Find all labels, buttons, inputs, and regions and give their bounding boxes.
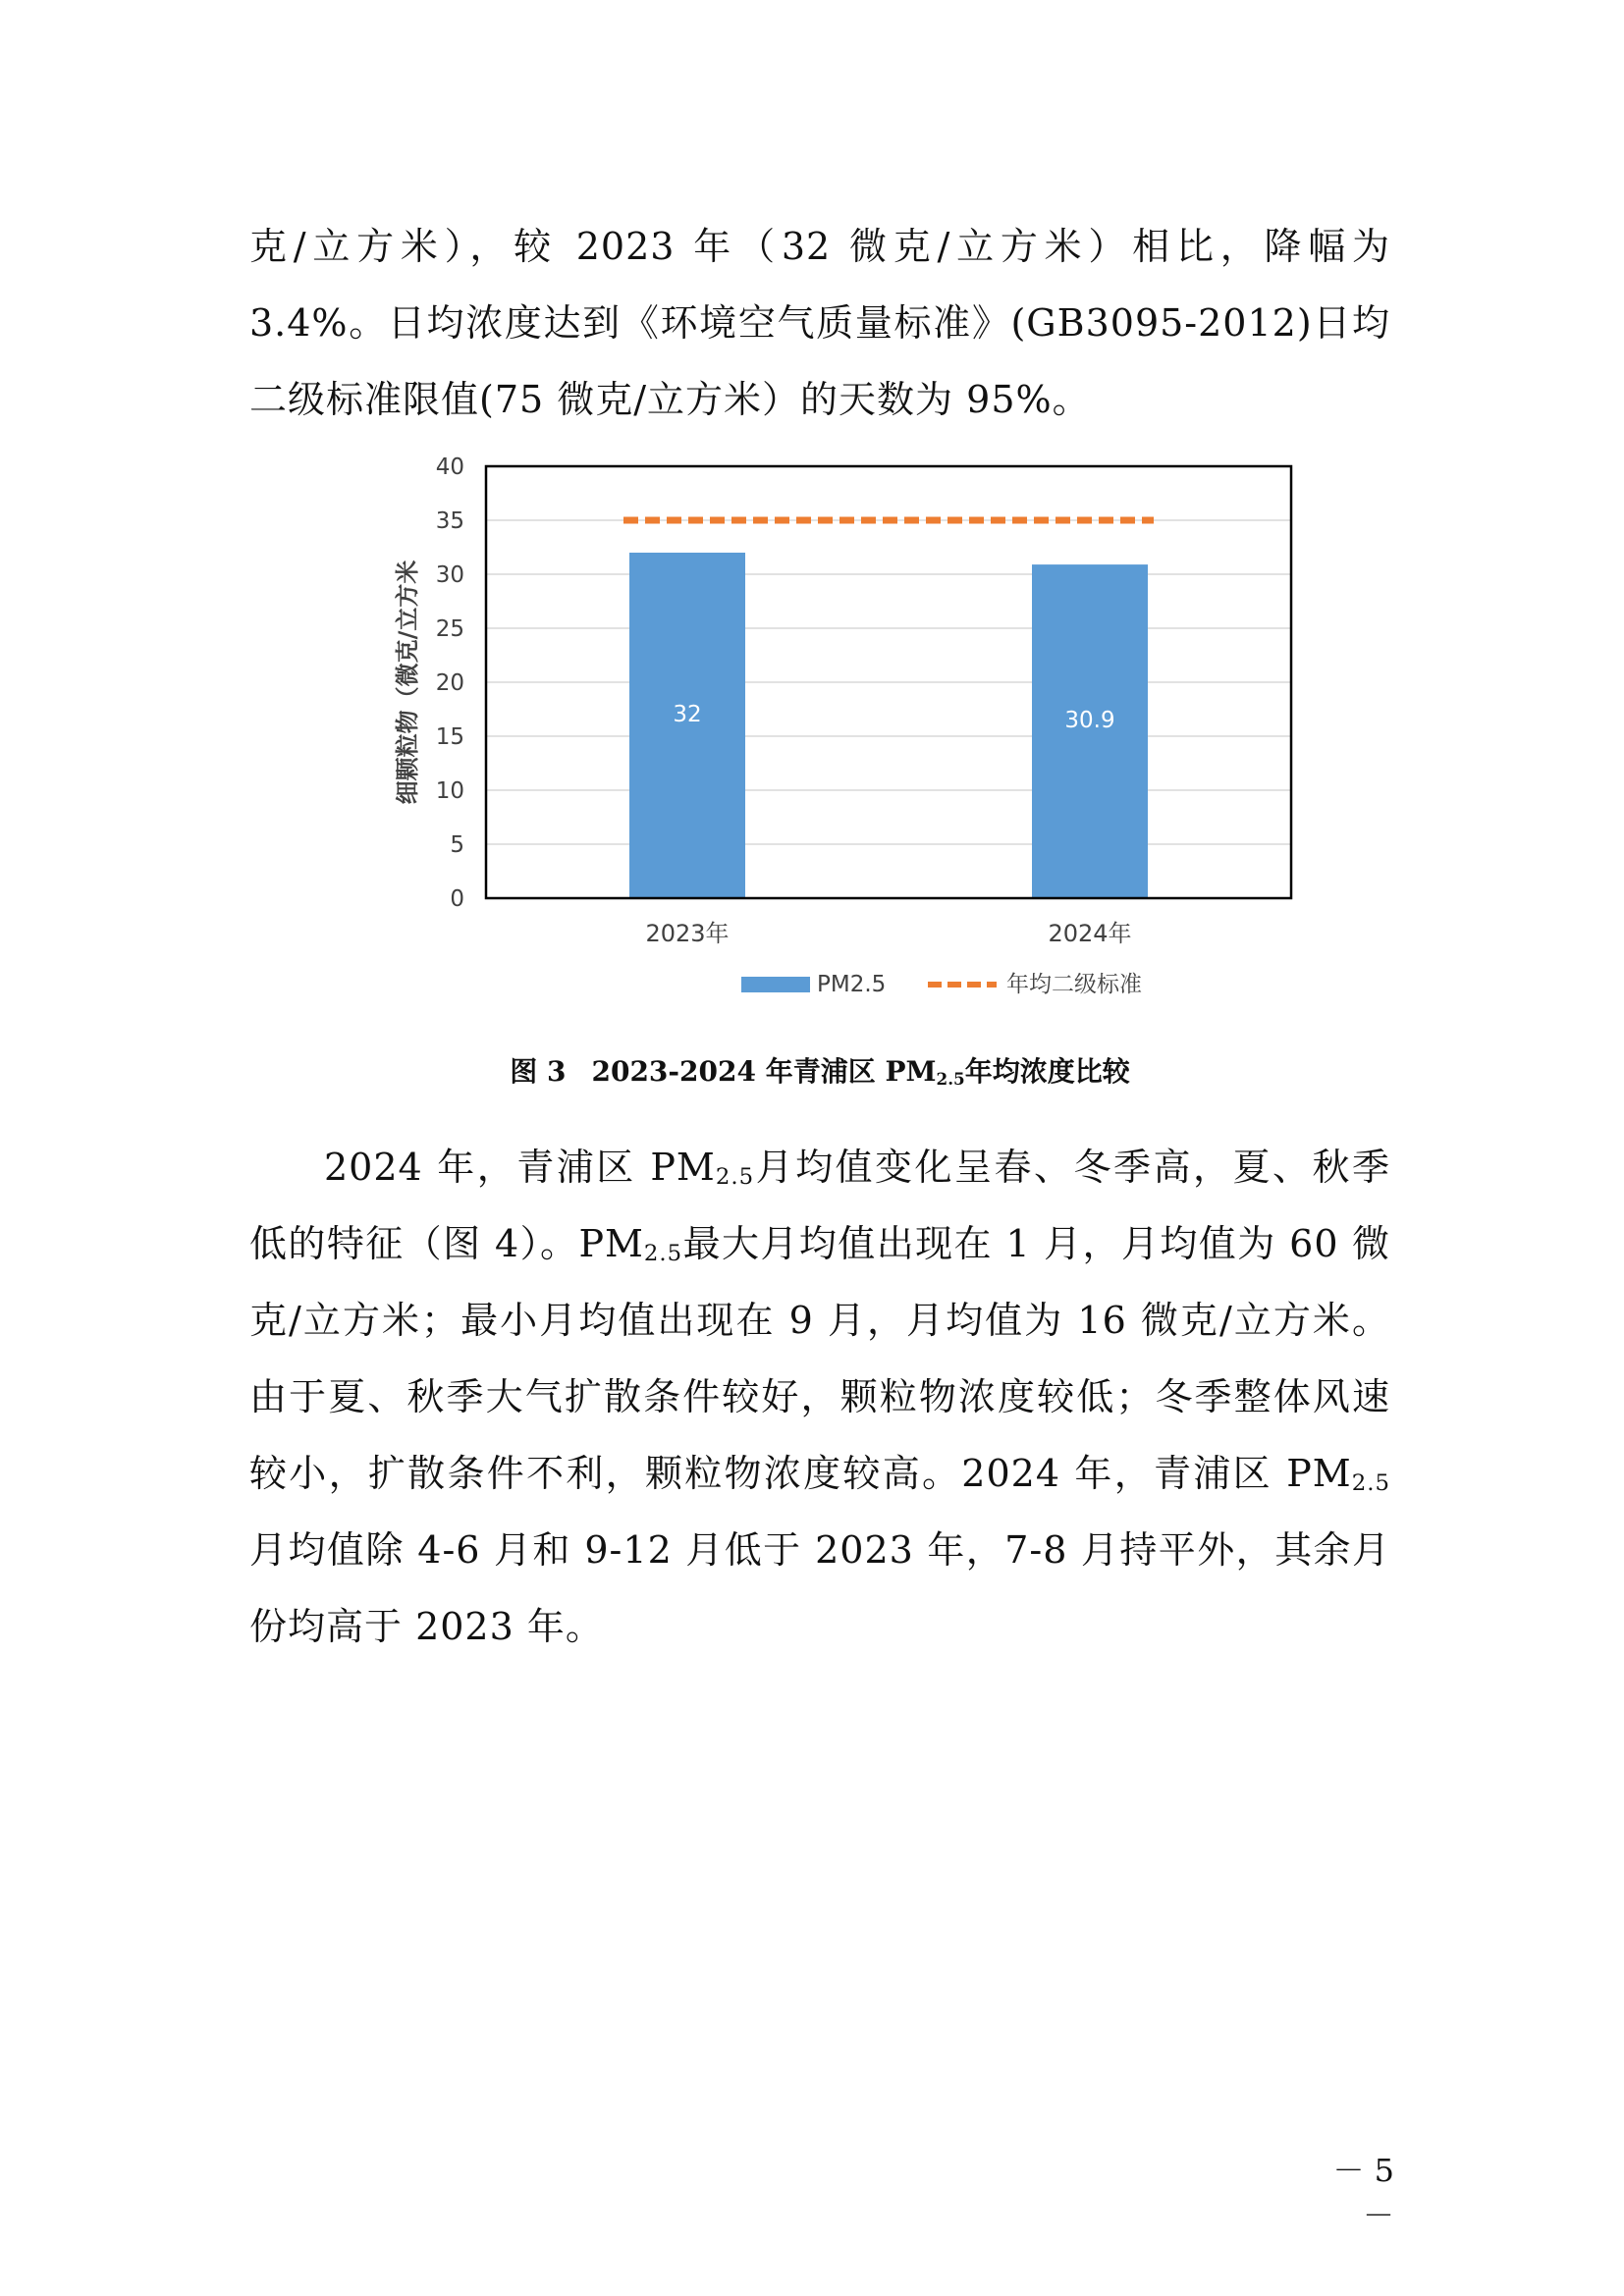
- y-tick-label: 0: [450, 886, 464, 912]
- caption-text-a: 2023-2024 年青浦区 PM: [591, 1055, 937, 1088]
- paragraph-top: 克/立方米），较 2023 年（32 微克/立方米）相比，降幅为 3.4%。日均浓度达到《环境空气质量标准》(GB3095-2012)日均二级标准限值(75 微克/立方米）的天数为 95%。: [249, 225, 1390, 421]
- para-bottom-sub-3: 2.5: [1351, 1470, 1390, 1496]
- pm25-chart: [373, 442, 1316, 1011]
- caption-text-b: 年均浓度比较: [964, 1055, 1130, 1088]
- legend-label-line: 年均二级标准: [1006, 972, 1142, 997]
- y-tick-label: 35: [435, 508, 464, 534]
- paragraph-bottom: [249, 1129, 1390, 1665]
- para-bottom-text-3: 最大月均值出现在 1 月，月均值为 60 微克/立方米；最小月均值出现在 9 月，月均值为 16 微克/立方米。由于夏、秋季大气扩散条件较好，颗粒物浓度较低；冬季整体风速较小，扩散条件不利，颗粒物浓度较高。2024 年，青浦区 PM: [249, 1222, 1390, 1495]
- chart-svg: [373, 442, 1316, 1011]
- legend-label-bar: PM2.5: [817, 972, 887, 997]
- figure-caption: [249, 1050, 1390, 1090]
- y-tick-label: 15: [435, 724, 464, 750]
- para-bottom-text-1: 2024 年，青浦区 PM: [324, 1146, 716, 1189]
- y-tick-label: 10: [435, 778, 464, 804]
- para-bottom-sub-1: 2.5: [715, 1164, 755, 1190]
- page-number: － 5 －: [1332, 2152, 1394, 2234]
- y-tick-label: 20: [435, 670, 464, 696]
- caption-sub: 2.5: [936, 1069, 965, 1089]
- y-tick-label: 25: [435, 616, 464, 642]
- caption-label: 图 3: [510, 1055, 567, 1088]
- x-tick-label: 2024年: [1048, 920, 1132, 947]
- y-axis-title: 细颗粒物（微克/立方米: [394, 560, 421, 805]
- bar-data-label: 30.9: [1064, 708, 1115, 734]
- para-bottom-sub-2: 2.5: [643, 1241, 683, 1266]
- y-tick-label: 30: [435, 562, 464, 588]
- y-tick-label: 5: [450, 832, 464, 858]
- para-bottom-text-2: 月均值变化呈春、冬季高，夏、秋季低的特征（图 4）。PM: [249, 1146, 1390, 1265]
- legend-swatch-bar: [741, 977, 810, 992]
- para-bottom-text-4: 月均值除 4-6 月和 9-12 月低于 2023 年，7-8 月持平外，其余月份均高于 2023 年。: [249, 1528, 1390, 1648]
- y-tick-label: 40: [435, 454, 464, 480]
- bar-data-label: 32: [673, 702, 702, 727]
- x-tick-label: 2023年: [645, 920, 730, 947]
